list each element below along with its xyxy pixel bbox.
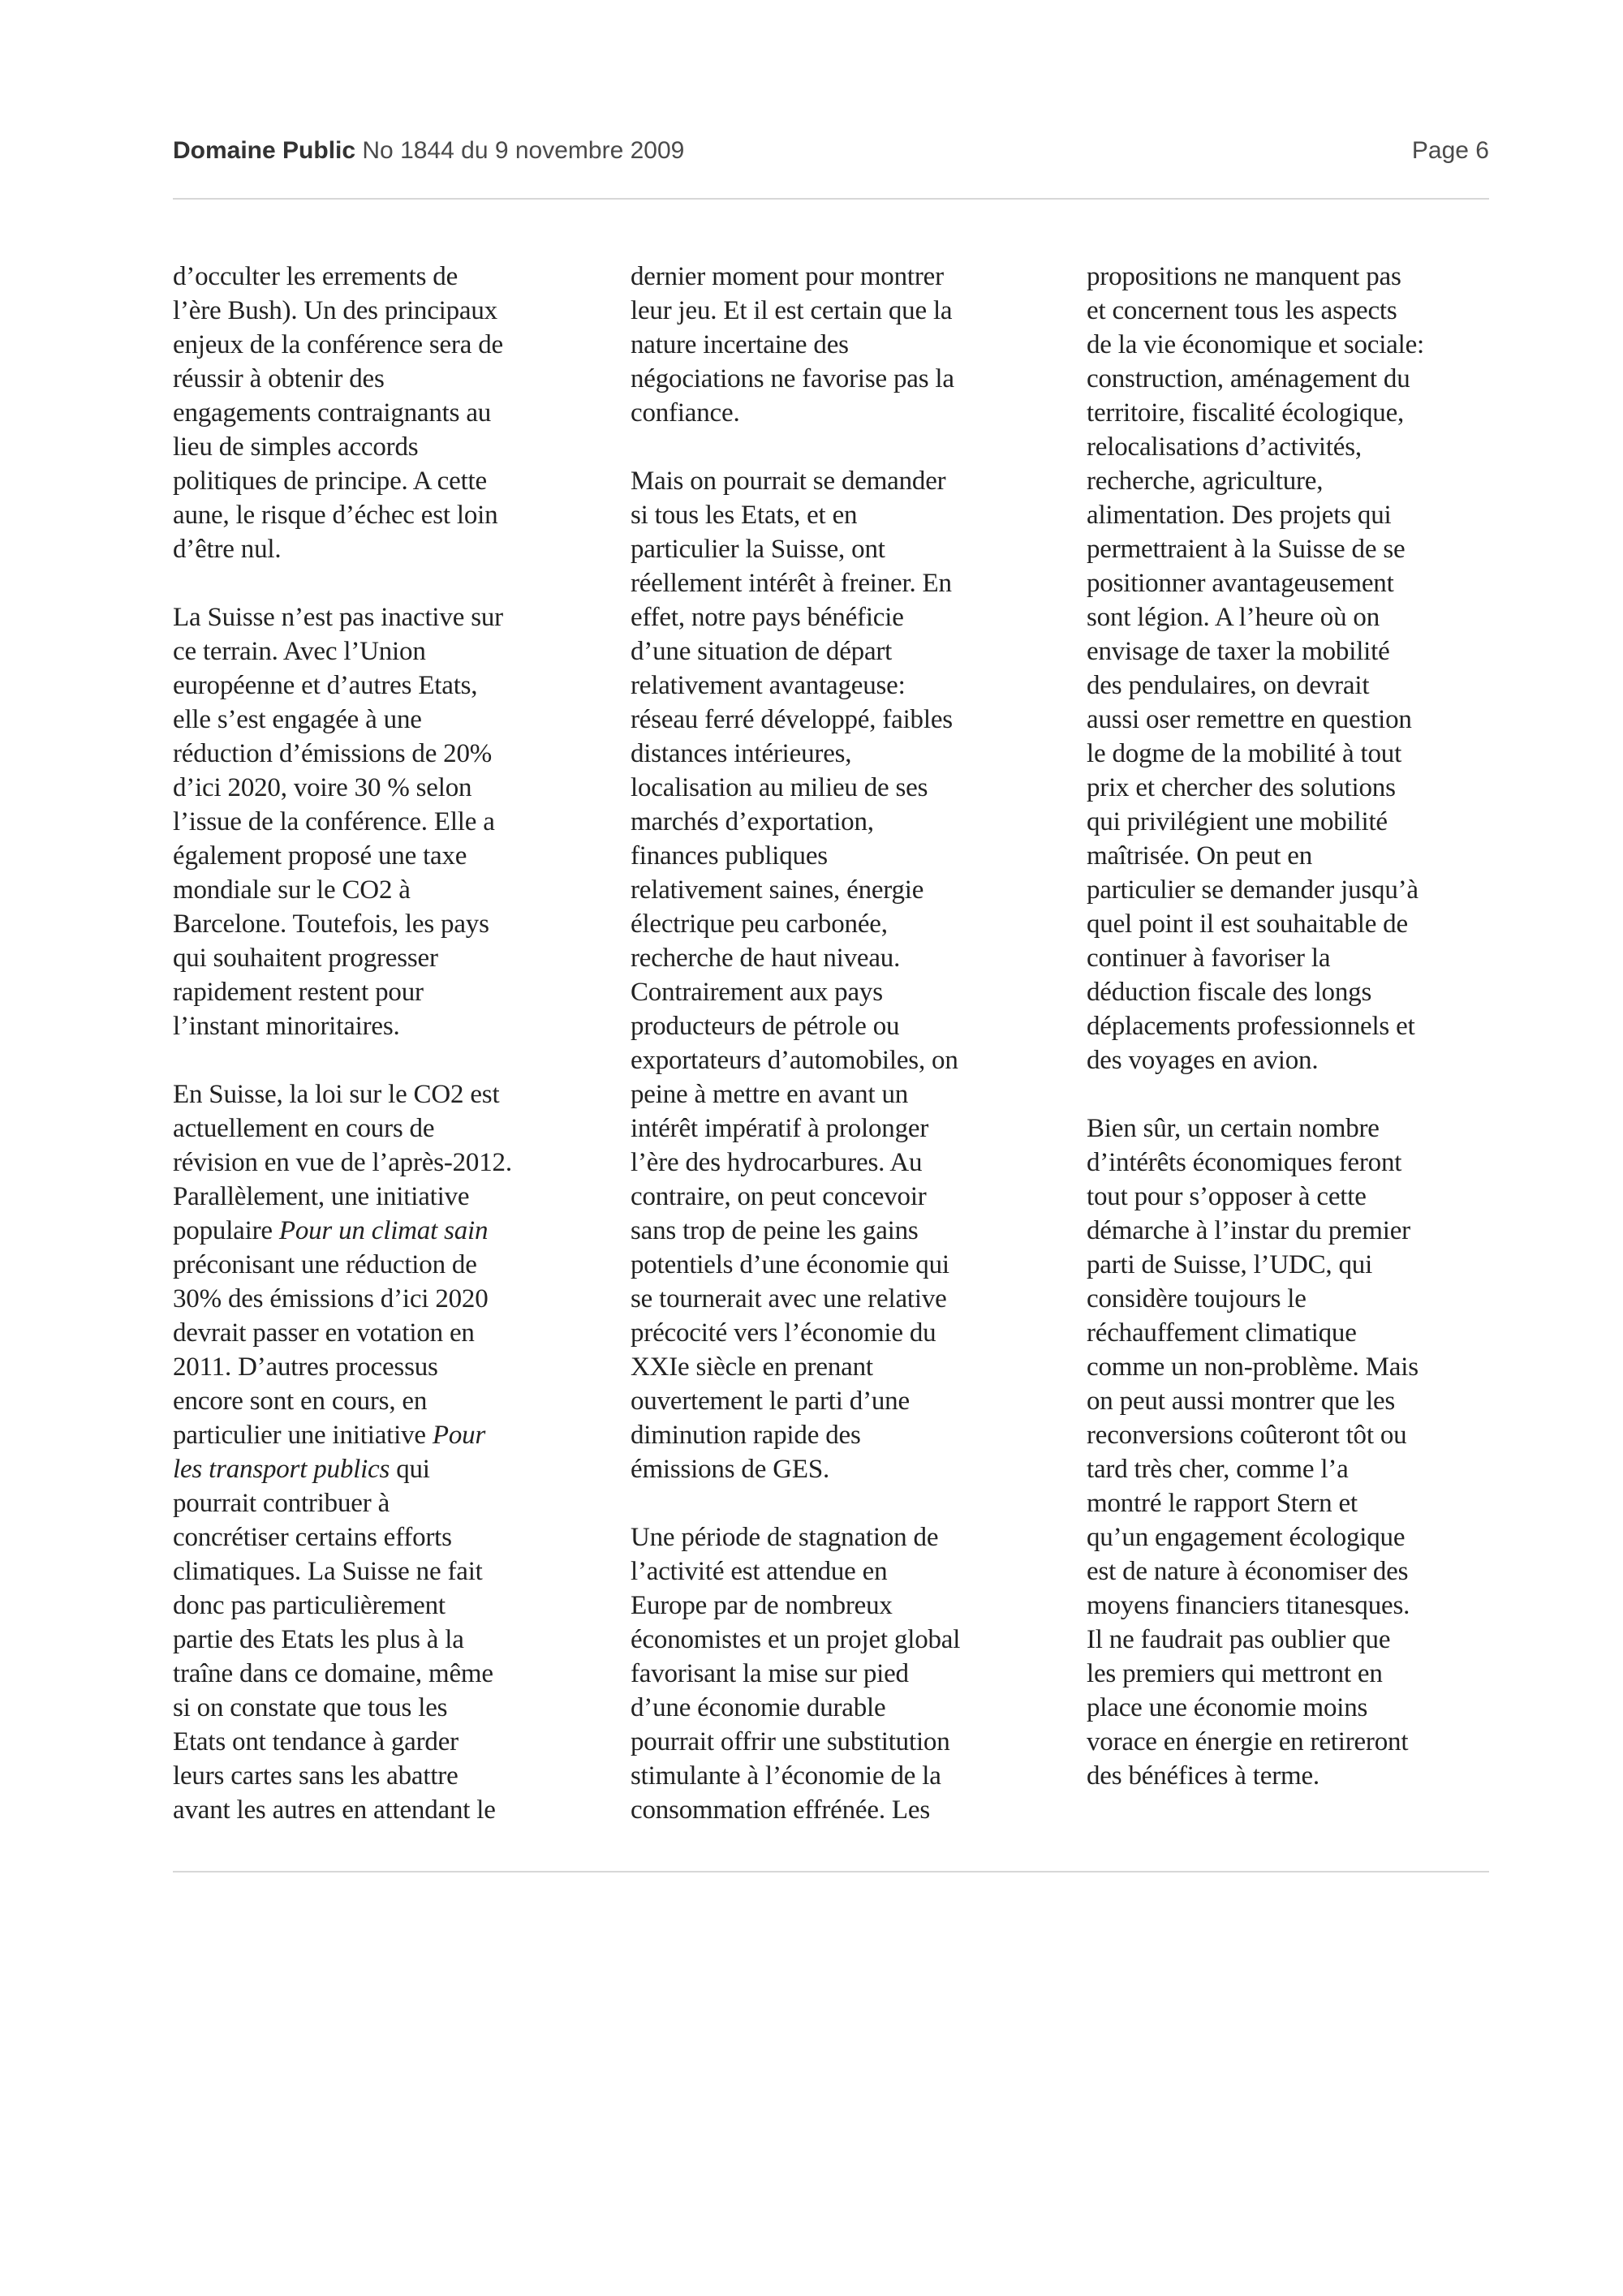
text-line: Une période de stagnation de bbox=[631, 1523, 939, 1552]
text-line: actuellement en cours de bbox=[173, 1114, 435, 1143]
text-line: préconisant une réduction de bbox=[173, 1250, 477, 1279]
paragraph bbox=[173, 260, 607, 566]
paragraph bbox=[631, 1520, 1065, 1827]
text-line: d’être nul. bbox=[173, 535, 282, 564]
text-line: climatiques. La Suisse ne fait bbox=[173, 1557, 483, 1586]
text-line: démarche à l’instar du premier bbox=[1087, 1216, 1410, 1245]
text-line: alimentation. Des projets qui bbox=[1087, 501, 1392, 530]
text-line: enjeux de la conférence sera de bbox=[173, 330, 503, 359]
text-line: révision en vue de l’après-2012. bbox=[173, 1148, 512, 1177]
text-line: et concernent tous les aspects bbox=[1087, 296, 1397, 325]
text-line: intérêt impératif à prolonger bbox=[631, 1114, 929, 1143]
text-line: déduction fiscale des longs bbox=[1087, 978, 1372, 1007]
page-header bbox=[173, 133, 1489, 169]
text-line: stimulante à l’économie de la bbox=[631, 1761, 941, 1791]
text-line: devrait passer en votation en bbox=[173, 1318, 475, 1348]
text-line: Barcelone. Toutefois, les pays bbox=[173, 909, 489, 939]
text-line: politiques de principe. A cette bbox=[173, 467, 487, 496]
text-line: Europe par de nombreux bbox=[631, 1591, 893, 1620]
text-line: traîne dans ce domaine, même bbox=[173, 1659, 493, 1688]
paragraph bbox=[1087, 1111, 1521, 1793]
text-line: recherche de haut niveau. bbox=[631, 944, 901, 973]
text-line: place une économie moins bbox=[1087, 1693, 1368, 1722]
text-line: l’ère Bush). Un des principaux bbox=[173, 296, 497, 325]
text-line: d’intérêts économiques feront bbox=[1087, 1148, 1402, 1177]
publication-name: Domaine Public bbox=[173, 137, 356, 164]
text-line: maîtrisée. On peut en bbox=[1087, 841, 1313, 871]
text-column-2 bbox=[631, 260, 1065, 1861]
text-line: moyens financiers titanesques. bbox=[1087, 1591, 1410, 1620]
text-line: des bénéfices à terme. bbox=[1087, 1761, 1319, 1791]
text-line: mondiale sur le CO2 à bbox=[173, 875, 411, 905]
text-line: relativement saines, énergie bbox=[631, 875, 924, 905]
text-line: si on constate que tous les bbox=[173, 1693, 448, 1722]
text-line: La Suisse n’est pas inactive sur bbox=[173, 603, 503, 632]
text-line: des voyages en avion. bbox=[1087, 1046, 1319, 1075]
text-line: relocalisations d’activités, bbox=[1087, 432, 1362, 462]
text-run: populaire bbox=[173, 1216, 279, 1245]
initiative-title: les transport publics bbox=[173, 1455, 390, 1484]
paragraph bbox=[173, 1077, 607, 1827]
text-line: précocité vers l’économie du bbox=[631, 1318, 936, 1348]
text-line bbox=[173, 1214, 607, 1248]
text-line: donc pas particulièrement bbox=[173, 1591, 446, 1620]
text-line: recherche, agriculture, bbox=[1087, 467, 1324, 496]
paragraph bbox=[173, 600, 607, 1043]
text-line: le dogme de la mobilité à tout bbox=[1087, 739, 1402, 768]
text-line: également proposé une taxe bbox=[173, 841, 467, 871]
text-line: permettraient à la Suisse de se bbox=[1087, 535, 1406, 564]
text-line: l’ère des hydrocarbures. Au bbox=[631, 1148, 923, 1177]
text-line: aussi oser remettre en question bbox=[1087, 705, 1412, 734]
text-line: leur jeu. Et il est certain que la bbox=[631, 296, 953, 325]
text-line bbox=[173, 1418, 607, 1452]
text-line: diminution rapide des bbox=[631, 1421, 861, 1450]
text-line: se tournerait avec une relative bbox=[631, 1284, 947, 1314]
text-line: positionner avantageusement bbox=[1087, 569, 1394, 598]
text-line: électrique peu carbonée, bbox=[631, 909, 888, 939]
text-line: engagements contraignants au bbox=[173, 398, 492, 428]
header-divider bbox=[173, 198, 1489, 200]
text-line: considère toujours le bbox=[1087, 1284, 1307, 1314]
text-line: particulier la Suisse, ont bbox=[631, 535, 885, 564]
text-line: l’activité est attendue en bbox=[631, 1557, 888, 1586]
text-line: propositions ne manquent pas bbox=[1087, 262, 1401, 291]
paragraph bbox=[631, 464, 1065, 1486]
text-line: d’une situation de départ bbox=[631, 637, 893, 666]
text-line: tout pour s’opposer à cette bbox=[1087, 1182, 1367, 1211]
text-line: nature incertaine des bbox=[631, 330, 849, 359]
initiative-title: Pour un climat sain bbox=[278, 1216, 489, 1245]
text-line: réchauffement climatique bbox=[1087, 1318, 1357, 1348]
text-run: particulier une initiative bbox=[173, 1421, 433, 1450]
text-line: marchés d’exportation, bbox=[631, 807, 874, 836]
text-line: l’instant minoritaires. bbox=[173, 1012, 400, 1041]
text-line: est de nature à économiser des bbox=[1087, 1557, 1409, 1586]
text-line: qui privilégient une mobilité bbox=[1087, 807, 1388, 836]
text-line: territoire, fiscalité écologique, bbox=[1087, 398, 1405, 428]
page-number: Page 6 bbox=[1411, 137, 1489, 164]
text-line: rapidement restent pour bbox=[173, 978, 424, 1007]
text-line: Contrairement aux pays bbox=[631, 978, 883, 1007]
text-line: distances intérieures, bbox=[631, 739, 852, 768]
text-line: exportateurs d’automobiles, on bbox=[631, 1046, 958, 1075]
text-line: effet, notre pays bénéficie bbox=[631, 603, 904, 632]
text-line: réseau ferré développé, faibles bbox=[631, 705, 953, 734]
text-line: Il ne faudrait pas oublier que bbox=[1087, 1625, 1391, 1654]
text-line: réussir à obtenir des bbox=[173, 364, 385, 393]
text-line: partie des Etats les plus à la bbox=[173, 1625, 464, 1654]
text-line: favorisant la mise sur pied bbox=[631, 1659, 909, 1688]
text-line: 30% des émissions d’ici 2020 bbox=[173, 1284, 489, 1314]
text-line: potentiels d’une économie qui bbox=[631, 1250, 949, 1279]
text-line: finances publiques bbox=[631, 841, 828, 871]
text-line: qu’un engagement écologique bbox=[1087, 1523, 1406, 1552]
text-column-1 bbox=[173, 260, 607, 1861]
text-line: émissions de GES. bbox=[631, 1455, 830, 1484]
text-line: réduction d’émissions de 20% bbox=[173, 739, 493, 768]
text-line: négociations ne favorise pas la bbox=[631, 364, 954, 393]
text-line: particulier se demander jusqu’à bbox=[1087, 875, 1419, 905]
text-line: vorace en énergie en retireront bbox=[1087, 1727, 1409, 1756]
footer-divider bbox=[173, 1871, 1489, 1872]
text-line: En Suisse, la loi sur le CO2 est bbox=[173, 1080, 500, 1109]
text-line: prix et chercher des solutions bbox=[1087, 773, 1396, 802]
text-line: réellement intérêt à freiner. En bbox=[631, 569, 952, 598]
text-line: producteurs de pétrole ou bbox=[631, 1012, 900, 1041]
text-line: localisation au milieu de ses bbox=[631, 773, 928, 802]
text-line: reconversions coûteront tôt ou bbox=[1087, 1421, 1407, 1450]
text-line: montré le rapport Stern et bbox=[1087, 1489, 1358, 1518]
text-line: dernier moment pour montrer bbox=[631, 262, 944, 291]
text-line: on peut aussi montrer que les bbox=[1087, 1387, 1396, 1416]
text-line: Bien sûr, un certain nombre bbox=[1087, 1114, 1380, 1143]
paragraph bbox=[1087, 260, 1521, 1077]
text-line: de la vie économique et sociale: bbox=[1087, 330, 1425, 359]
text-line: envisage de taxer la mobilité bbox=[1087, 637, 1390, 666]
text-line bbox=[173, 1452, 607, 1486]
text-line: parti de Suisse, l’UDC, qui bbox=[1087, 1250, 1373, 1279]
text-line: confiance. bbox=[631, 398, 740, 428]
text-line: qui souhaitent progresser bbox=[173, 944, 438, 973]
text-line: contraire, on peut concevoir bbox=[631, 1182, 927, 1211]
text-line: européenne et d’autres Etats, bbox=[173, 671, 478, 700]
text-line: d’ici 2020, voire 30 % selon bbox=[173, 773, 472, 802]
text-line: encore sont en cours, en bbox=[173, 1387, 428, 1416]
text-line: si tous les Etats, et en bbox=[631, 501, 858, 530]
text-line: ouvertement le parti d’une bbox=[631, 1387, 910, 1416]
text-column-3 bbox=[1087, 260, 1521, 1827]
text-line: ce terrain. Avec l’Union bbox=[173, 637, 426, 666]
text-line: lieu de simples accords bbox=[173, 432, 419, 462]
paragraph bbox=[631, 260, 1065, 430]
text-line: Mais on pourrait se demander bbox=[631, 467, 946, 496]
text-line: l’issue de la conférence. Elle a bbox=[173, 807, 495, 836]
text-line: pourrait offrir une substitution bbox=[631, 1727, 950, 1756]
text-line: sont légion. A l’heure où on bbox=[1087, 603, 1380, 632]
text-line: quel point il est souhaitable de bbox=[1087, 909, 1408, 939]
text-line: avant les autres en attendant le bbox=[173, 1795, 496, 1825]
text-line: Etats ont tendance à garder bbox=[173, 1727, 458, 1756]
text-line: construction, aménagement du bbox=[1087, 364, 1410, 393]
text-run: qui bbox=[390, 1455, 430, 1484]
text-line: comme un non-problème. Mais bbox=[1087, 1352, 1419, 1382]
issue-info: No 1844 du 9 novembre 2009 bbox=[362, 137, 685, 164]
text-line: concrétiser certains efforts bbox=[173, 1523, 452, 1552]
text-line: pourrait contribuer à bbox=[173, 1489, 390, 1518]
text-line: économistes et un projet global bbox=[631, 1625, 961, 1654]
text-line: sans trop de peine les gains bbox=[631, 1216, 919, 1245]
text-line: relativement avantageuse: bbox=[631, 671, 906, 700]
text-line: elle s’est engagée à une bbox=[173, 705, 422, 734]
text-line: Parallèlement, une initiative bbox=[173, 1182, 470, 1211]
text-line: consommation effrénée. Les bbox=[631, 1795, 930, 1825]
text-line: tard très cher, comme l’a bbox=[1087, 1455, 1349, 1484]
text-line: d’une économie durable bbox=[631, 1693, 886, 1722]
text-line: XXIe siècle en prenant bbox=[631, 1352, 873, 1382]
initiative-title: Pour bbox=[432, 1421, 486, 1450]
text-line: des pendulaires, on devrait bbox=[1087, 671, 1370, 700]
text-line: peine à mettre en avant un bbox=[631, 1080, 909, 1109]
text-line: déplacements professionnels et bbox=[1087, 1012, 1415, 1041]
text-line: 2011. D’autres processus bbox=[173, 1352, 438, 1382]
text-line: d’occulter les errements de bbox=[173, 262, 458, 291]
text-line: leurs cartes sans les abattre bbox=[173, 1761, 458, 1791]
text-line: aune, le risque d’échec est loin bbox=[173, 501, 498, 530]
text-line: les premiers qui mettront en bbox=[1087, 1659, 1383, 1688]
text-line: continuer à favoriser la bbox=[1087, 944, 1331, 973]
